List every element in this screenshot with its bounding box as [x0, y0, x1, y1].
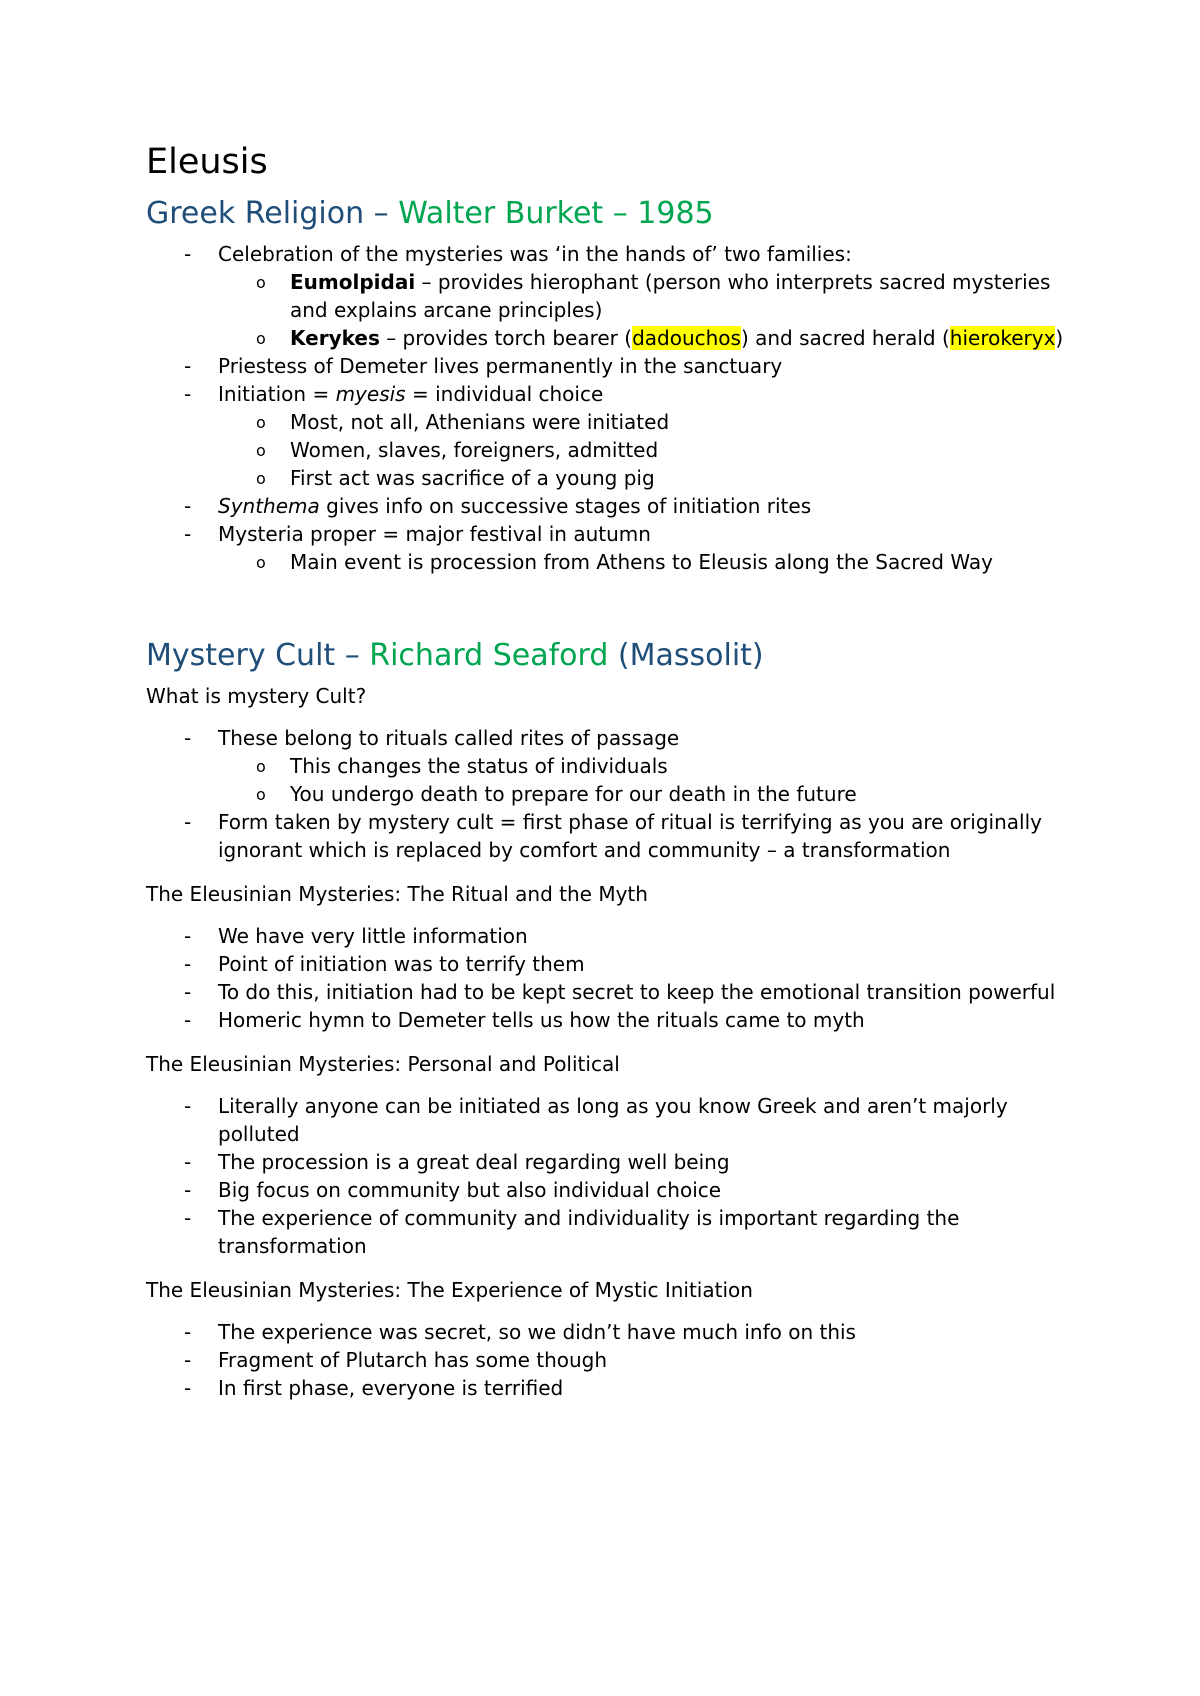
- subheading: The Eleusinian Mysteries: The Ritual and the Myth: [146, 882, 648, 906]
- sub-list-item: o First act was sacrifice of a young pig: [218, 464, 1066, 492]
- list-item: [146, 380, 1066, 492]
- list-item: - The experience was secret, so we didn’t have much info on this: [146, 1318, 1066, 1346]
- list-item-text: – provides torch bearer (: [379, 326, 633, 350]
- bullet-list: [146, 922, 1066, 1034]
- list-item: - We have very little information: [146, 922, 1066, 950]
- sub-list-item: [218, 268, 1066, 324]
- list-item: - The experience of community and individuality is important regarding the transformation: [146, 1204, 1066, 1260]
- list-item: - The procession is a great deal regarding well being: [146, 1148, 1066, 1176]
- sub-list: [218, 548, 1066, 576]
- term-italic: Synthema: [218, 494, 320, 518]
- list-item-text: = individual choice: [405, 382, 604, 406]
- heading-author: Richard Seaford: [369, 638, 609, 673]
- heading-source: (Massolit): [608, 638, 764, 673]
- highlighted-term: hierokeryx: [949, 326, 1056, 350]
- list-item: [146, 492, 1066, 520]
- sub-list-item: o Main event is procession from Athens to Eleusis along the Sacred Way: [218, 548, 1066, 576]
- list-item-text: Celebration of the mysteries was ‘in the hands of’ two families:: [218, 242, 852, 266]
- term-bold: Kerykes: [290, 326, 380, 350]
- list-item-text: Initiation =: [218, 382, 336, 406]
- sub-list: [218, 408, 1066, 492]
- list-item: - In first phase, everyone is terrified: [146, 1374, 1066, 1402]
- sub-list-item: o Women, slaves, foreigners, admitted: [218, 436, 1066, 464]
- list-item: - Form taken by mystery cult = first phase of ritual is terrifying as you are originally ignorant which is replaced by comfort and community – a transformation: [146, 808, 1066, 864]
- list-item: [146, 520, 1066, 576]
- bullet-list: [146, 1092, 1066, 1260]
- section-heading-mystery-cult: [146, 636, 1066, 676]
- list-item-text: ): [1055, 326, 1064, 350]
- list-item-text: Mysteria proper = major festival in autumn: [218, 522, 651, 546]
- sub-list-item: o This changes the status of individuals: [218, 752, 1066, 780]
- term-italic: myesis: [335, 382, 406, 406]
- heading-topic: Greek Religion –: [146, 196, 399, 231]
- list-item: - Big focus on community but also individual choice: [146, 1176, 1066, 1204]
- bullet-list: [146, 1318, 1066, 1402]
- list-item: - To do this, initiation had to be kept secret to keep the emotional transition powerful: [146, 978, 1066, 1006]
- subheading: The Eleusinian Mysteries: The Experience of Mystic Initiation: [146, 1278, 753, 1302]
- list-item: [146, 724, 1066, 808]
- list-item-text: These belong to rituals called rites of passage: [218, 726, 680, 750]
- list-item: - Literally anyone can be initiated as long as you know Greek and aren’t majorly polluted: [146, 1092, 1066, 1148]
- list-item: [146, 352, 1066, 380]
- list-item: - Fragment of Plutarch has some though: [146, 1346, 1066, 1374]
- document-title: Eleusis: [146, 142, 268, 182]
- list-item-text: – provides hierophant (person who interprets sacred mysteries and explains arcane principles): [290, 270, 1051, 322]
- list-item-text: ) and sacred herald (: [740, 326, 950, 350]
- sub-list-item: o Most, not all, Athenians were initiated: [218, 408, 1066, 436]
- bullet-list: [146, 724, 1066, 864]
- list-item: - Point of initiation was to terrify them: [146, 950, 1066, 978]
- heading-topic: Mystery Cult –: [146, 638, 370, 673]
- heading-author: Walter Burket – 1985: [398, 196, 714, 231]
- sub-list-item: o You undergo death to prepare for our death in the future: [218, 780, 1066, 808]
- subheading: What is mystery Cult?: [146, 684, 367, 708]
- spacer: [146, 592, 1066, 636]
- section-heading-greek-religion: [146, 194, 1066, 234]
- bullet-list: [146, 240, 1066, 576]
- highlighted-term: dadouchos: [632, 326, 741, 350]
- list-item: [146, 240, 1066, 352]
- subheading: The Eleusinian Mysteries: Personal and Political: [146, 1052, 620, 1076]
- sub-list: [218, 752, 1066, 808]
- document-page: [146, 140, 1066, 1418]
- list-item-text: Priestess of Demeter lives permanently in the sanctuary: [218, 354, 783, 378]
- sub-list: [218, 268, 1066, 352]
- list-item: - Homeric hymn to Demeter tells us how the rituals came to myth: [146, 1006, 1066, 1034]
- term-bold: Eumolpidai: [290, 270, 416, 294]
- sub-list-item: [218, 324, 1066, 352]
- list-item-text: gives info on successive stages of initiation rites: [319, 494, 812, 518]
